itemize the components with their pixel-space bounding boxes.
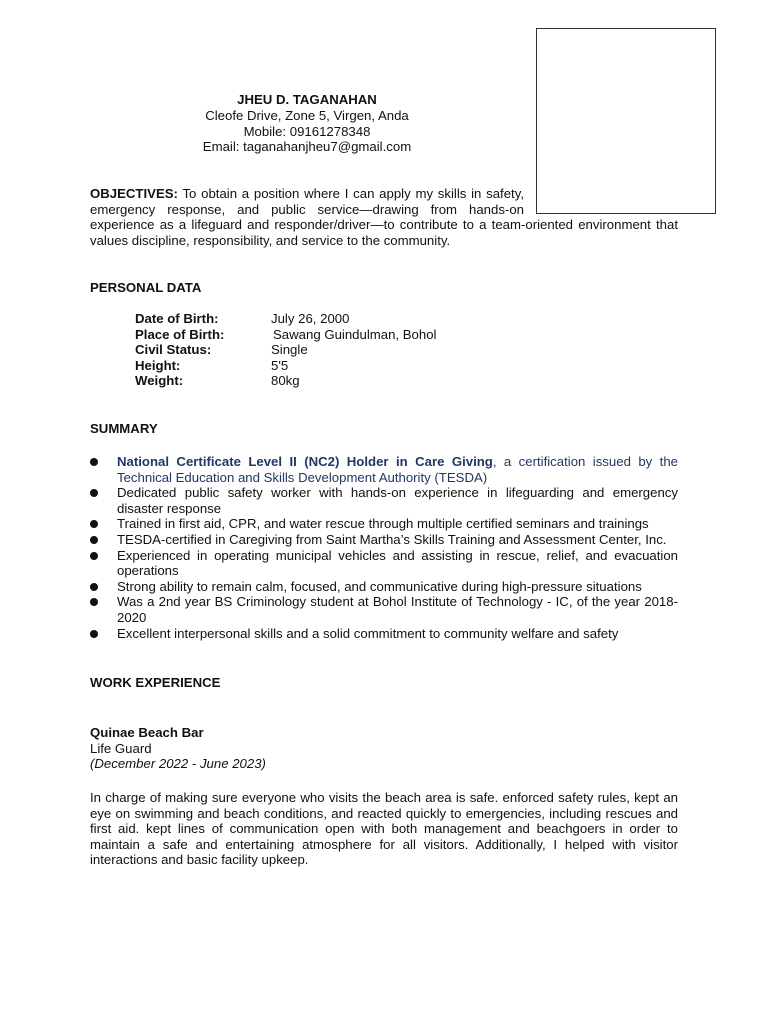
job-period: (December 2022 - June 2023) <box>90 756 266 772</box>
bullet-icon <box>90 536 98 544</box>
objectives-section <box>90 186 678 248</box>
bullet-icon <box>90 552 98 560</box>
summary-item <box>90 579 678 595</box>
summary-item-text: Trained in first aid, CPR, and water rescue through multiple certified seminars and trainings <box>117 516 649 532</box>
objectives-text-1: To obtain a position where I can apply my skills in safety, <box>182 186 524 201</box>
personal-label: Civil Status: <box>135 342 212 358</box>
employer-name: Quinae Beach Bar <box>90 725 204 740</box>
personal-data-table <box>135 311 437 389</box>
objectives-line-rest: experience as a lifeguard and responder/driver—to contribute to a team-oriented environment that values discipline, responsibility, and service to the community. <box>90 217 678 248</box>
personal-label: Height: <box>135 357 181 373</box>
summary-item-text: TESDA-certified in Caregiving from Saint Martha’s Skills Training and Assessment Center, Inc. <box>117 531 667 547</box>
personal-row-height <box>135 358 437 374</box>
summary-item-text: Was a 2nd year BS Criminology student at Bohol Institute of Technology - IC, of the year 2018-2020 <box>117 594 678 625</box>
summary-item-text: , a certification issued by the Technical Education and Skills Development Authority (TESDA) <box>117 454 678 485</box>
personal-value: Sawang Guindulman, Bohol <box>273 326 437 342</box>
summary-item <box>90 485 678 516</box>
bullet-icon <box>90 598 98 606</box>
summary-item <box>90 516 678 532</box>
personal-row-civil-status <box>135 342 437 358</box>
personal-label: Weight: <box>135 373 184 389</box>
summary-item <box>90 454 678 485</box>
personal-value: Single <box>271 342 308 358</box>
job-position: Life Guard <box>90 740 152 756</box>
summary-item <box>90 532 678 548</box>
objectives-label: OBJECTIVES: <box>90 186 178 201</box>
personal-value: July 26, 2000 <box>271 311 350 326</box>
personal-label: Date of Birth: <box>135 311 219 326</box>
applicant-name: JHEU D. TAGANAHAN <box>237 92 377 107</box>
personal-row-weight <box>135 373 437 389</box>
work-entry <box>90 725 266 772</box>
objectives-line-2: emergency response, and public service—drawing from hands-on <box>90 201 524 217</box>
bullet-icon <box>90 520 98 528</box>
work-experience-title: WORK EXPERIENCE <box>90 675 221 690</box>
email: Email: taganahanjheu7@gmail.com <box>202 139 412 155</box>
bullet-icon <box>90 489 98 497</box>
address: Cleofe Drive, Zone 5, Virgen, Anda <box>205 107 409 123</box>
summary-title: SUMMARY <box>90 421 158 436</box>
personal-data-title: PERSONAL DATA <box>90 280 202 295</box>
contact-header <box>150 92 464 155</box>
summary-item-text: Excellent interpersonal skills and a solid commitment to community welfare and safety <box>117 625 619 641</box>
summary-item-text: Experienced in operating municipal vehicles and assisting in rescue, relief, and evacuation operations <box>117 547 678 579</box>
mobile: Mobile: 09161278348 <box>243 123 371 139</box>
personal-label: Place of Birth: <box>135 326 225 342</box>
summary-item-text: Strong ability to remain calm, focused, and communicative during high-pressure situations <box>117 578 642 594</box>
job-description: In charge of making sure everyone who visits the beach area is safe. enforced safety rules, kept an eye on swimming and beach conditions, and reacted quickly to emergencies, including rescues and first aid. kept lines of communication open with both management and beachgoers in order to maintain a safe and entertaining atmosphere for all visitors. Additionally, I helped with visitor interactions and basic facility upkeep. <box>90 790 678 868</box>
personal-row-dob <box>135 311 437 327</box>
summary-item <box>90 548 678 579</box>
personal-row-pob <box>135 327 437 343</box>
personal-value: 5'5 <box>271 357 289 373</box>
summary-item-text: Dedicated public safety worker with hands-on experience in lifeguarding and emergency disaster response <box>117 485 678 516</box>
bullet-icon <box>90 458 98 466</box>
summary-list <box>90 454 678 641</box>
bullet-icon <box>90 630 98 638</box>
summary-item <box>90 594 678 625</box>
summary-item <box>90 626 678 642</box>
objectives-line-1 <box>90 186 524 202</box>
personal-value: 80kg <box>271 373 300 389</box>
bullet-icon <box>90 583 98 591</box>
summary-item-highlight: National Certificate Level II (NC2) Holder in Care Giving <box>117 454 493 469</box>
